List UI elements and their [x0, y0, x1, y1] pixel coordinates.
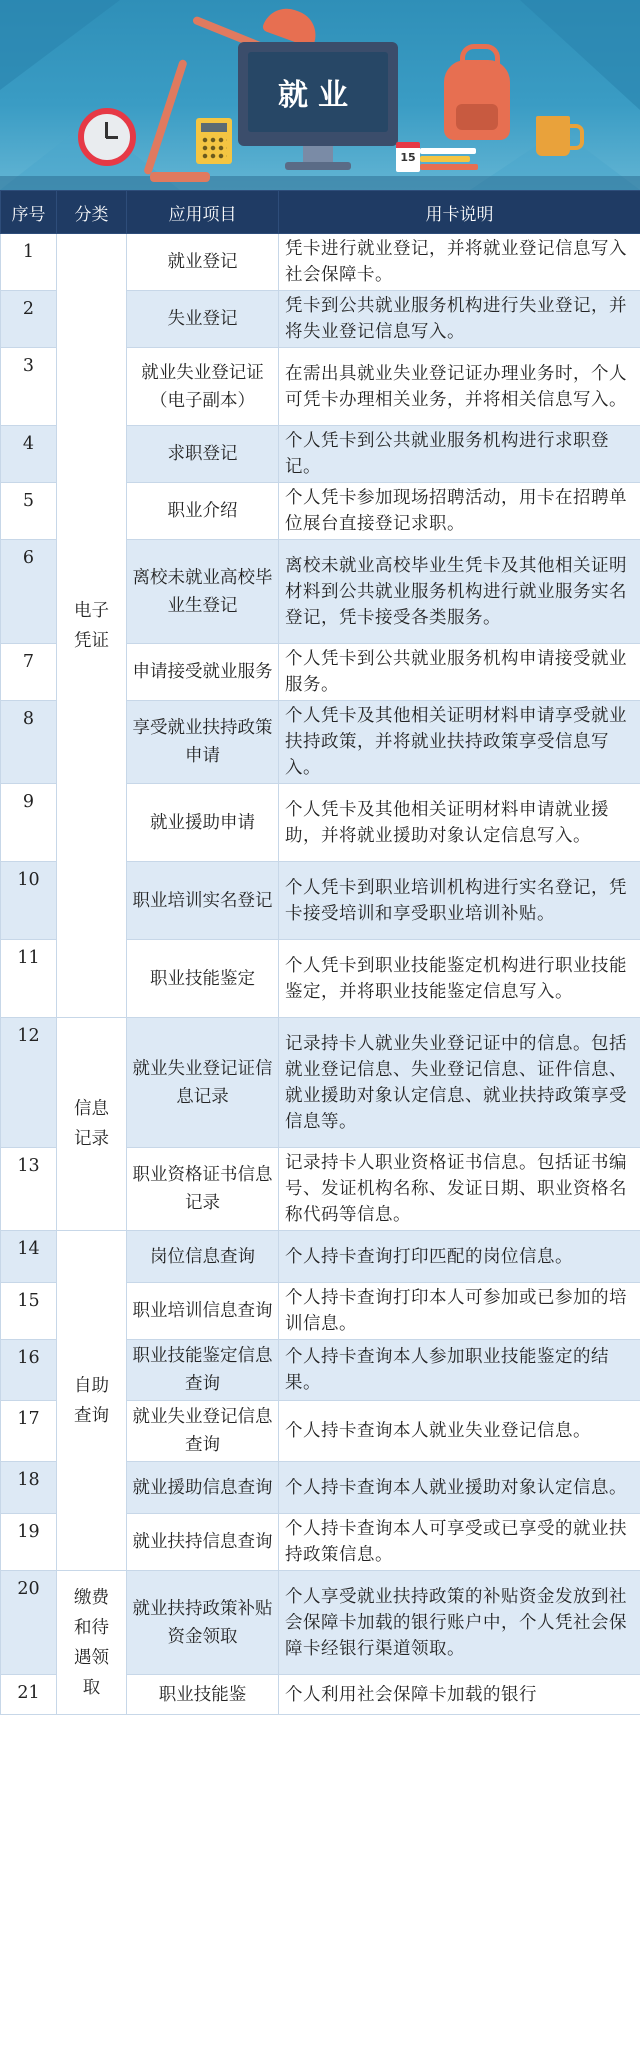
- row-usage-desc: 个人持卡查询本人参加职业技能鉴定的结果。: [279, 1340, 640, 1401]
- category-cell: [57, 234, 127, 1018]
- table-header-row: [1, 191, 640, 234]
- row-seq: 1: [1, 234, 57, 291]
- row-app-item: 失业登记: [127, 291, 279, 348]
- table-body: [1, 234, 640, 1715]
- row-seq: 10: [1, 862, 57, 940]
- mug-icon: [536, 116, 570, 156]
- backpack-icon: [444, 60, 510, 140]
- row-app-item: 就业失业登记证（电子副本）: [127, 348, 279, 426]
- row-seq: 8: [1, 701, 57, 784]
- row-app-item: 就业扶持信息查询: [127, 1514, 279, 1571]
- row-usage-desc: 个人凭卡及其他相关证明材料申请享受就业扶持政策，并将就业扶持政策享受信息写入。: [279, 701, 640, 784]
- header-banner: [0, 0, 640, 190]
- row-seq: 18: [1, 1462, 57, 1514]
- category-cell: [57, 1231, 127, 1571]
- row-app-item: 职业培训实名登记: [127, 862, 279, 940]
- row-usage-desc: 个人持卡查询打印匹配的岗位信息。: [279, 1231, 640, 1283]
- row-usage-desc: 个人凭卡到职业技能鉴定机构进行职业技能鉴定，并将职业技能鉴定信息写入。: [279, 940, 640, 1018]
- row-seq: 6: [1, 540, 57, 644]
- table-row: [1, 1571, 640, 1675]
- row-usage-desc: 记录持卡人就业失业登记证中的信息。包括就业登记信息、失业登记信息、证件信息、就业援助对象认定信息、就业扶持政策享受信息等。: [279, 1018, 640, 1148]
- row-usage-desc: 个人利用社会保障卡加载的银行: [279, 1675, 640, 1715]
- row-usage-desc: 个人凭卡到公共就业服务机构进行求职登记。: [279, 426, 640, 483]
- row-usage-desc: 个人凭卡参加现场招聘活动，用卡在招聘单位展台直接登记求职。: [279, 483, 640, 540]
- header-usage: 用卡说明: [279, 191, 640, 234]
- row-usage-desc: 离校未就业高校毕业生凭卡及其他相关证明材料到公共就业服务机构进行就业服务实名登记，凭卡接受各类服务。: [279, 540, 640, 644]
- category-cell: [57, 1571, 127, 1715]
- row-seq: 12: [1, 1018, 57, 1148]
- row-seq: 19: [1, 1514, 57, 1571]
- row-app-item: 岗位信息查询: [127, 1231, 279, 1283]
- header-category: 分类: [57, 191, 127, 234]
- row-app-item: 就业扶持政策补贴资金领取: [127, 1571, 279, 1675]
- row-app-item: 就业登记: [127, 234, 279, 291]
- row-usage-desc: 个人凭卡到职业培训机构进行实名登记，凭卡接受培训和享受职业培训补贴。: [279, 862, 640, 940]
- alarm-clock-icon: [78, 108, 136, 166]
- row-seq: 20: [1, 1571, 57, 1675]
- banner-title: 就业: [278, 78, 358, 113]
- row-app-item: 求职登记: [127, 426, 279, 483]
- row-app-item: 职业技能鉴: [127, 1675, 279, 1715]
- table-row: [1, 1018, 640, 1148]
- header-app-item: 应用项目: [127, 191, 279, 234]
- row-seq: 7: [1, 644, 57, 701]
- row-app-item: 就业失业登记证信息记录: [127, 1018, 279, 1148]
- table-row: [1, 1231, 640, 1283]
- row-seq: 21: [1, 1675, 57, 1715]
- row-seq: 13: [1, 1148, 57, 1231]
- row-seq: 11: [1, 940, 57, 1018]
- row-app-item: 职业资格证书信息记录: [127, 1148, 279, 1231]
- row-seq: 3: [1, 348, 57, 426]
- employment-card-table: [0, 190, 640, 1715]
- row-seq: 9: [1, 784, 57, 862]
- category-label: 电子凭证: [74, 600, 109, 651]
- row-app-item: 职业介绍: [127, 483, 279, 540]
- table-row: [1, 234, 640, 291]
- row-seq: 16: [1, 1340, 57, 1401]
- row-app-item: 申请接受就业服务: [127, 644, 279, 701]
- row-usage-desc: 凭卡到公共就业服务机构进行失业登记，并将失业登记信息写入。: [279, 291, 640, 348]
- row-usage-desc: 个人持卡查询本人可享受或已享受的就业扶持政策信息。: [279, 1514, 640, 1571]
- row-usage-desc: 凭卡进行就业登记，并将就业登记信息写入社会保障卡。: [279, 234, 640, 291]
- row-app-item: 职业培训信息查询: [127, 1283, 279, 1340]
- row-seq: 15: [1, 1283, 57, 1340]
- row-seq: 5: [1, 483, 57, 540]
- category-cell: [57, 1018, 127, 1231]
- row-usage-desc: 记录持卡人职业资格证书信息。包括证书编号、发证机构名称、发证日期、职业资格名称代码等信息。: [279, 1148, 640, 1231]
- row-usage-desc: 个人凭卡到公共就业服务机构申请接受就业服务。: [279, 644, 640, 701]
- row-usage-desc: 在需出具就业失业登记证办理业务时，个人可凭卡办理相关业务，并将相关信息写入。: [279, 348, 640, 426]
- row-app-item: 就业援助信息查询: [127, 1462, 279, 1514]
- row-seq: 2: [1, 291, 57, 348]
- row-usage-desc: 个人凭卡及其他相关证明材料申请就业援助，并将就业援助对象认定信息写入。: [279, 784, 640, 862]
- row-seq: 14: [1, 1231, 57, 1283]
- category-label: 信息记录: [74, 1099, 109, 1149]
- row-usage-desc: 个人持卡查询本人就业失业登记信息。: [279, 1401, 640, 1462]
- row-seq: 17: [1, 1401, 57, 1462]
- row-app-item: 就业援助申请: [127, 784, 279, 862]
- row-usage-desc: 个人享受就业扶持政策的补贴资金发放到社会保障卡加载的银行账户中，个人凭社会保障卡经银行渠道领取。: [279, 1571, 640, 1675]
- header-seq: 序号: [1, 191, 57, 234]
- calendar-icon: 15: [396, 142, 420, 172]
- row-usage-desc: 个人持卡查询打印本人可参加或已参加的培训信息。: [279, 1283, 640, 1340]
- row-app-item: 享受就业扶持政策申请: [127, 701, 279, 784]
- category-label: 自助查询: [74, 1375, 109, 1426]
- row-app-item: 就业失业登记信息查询: [127, 1401, 279, 1462]
- category-label: 缴费和待遇领取: [74, 1587, 109, 1698]
- monitor-icon: [238, 42, 398, 146]
- row-seq: 4: [1, 426, 57, 483]
- row-app-item: 职业技能鉴定信息查询: [127, 1340, 279, 1401]
- calculator-icon: [196, 118, 232, 164]
- row-app-item: 职业技能鉴定: [127, 940, 279, 1018]
- books-icon: [420, 148, 480, 170]
- row-usage-desc: 个人持卡查询本人就业援助对象认定信息。: [279, 1462, 640, 1514]
- row-app-item: 离校未就业高校毕业生登记: [127, 540, 279, 644]
